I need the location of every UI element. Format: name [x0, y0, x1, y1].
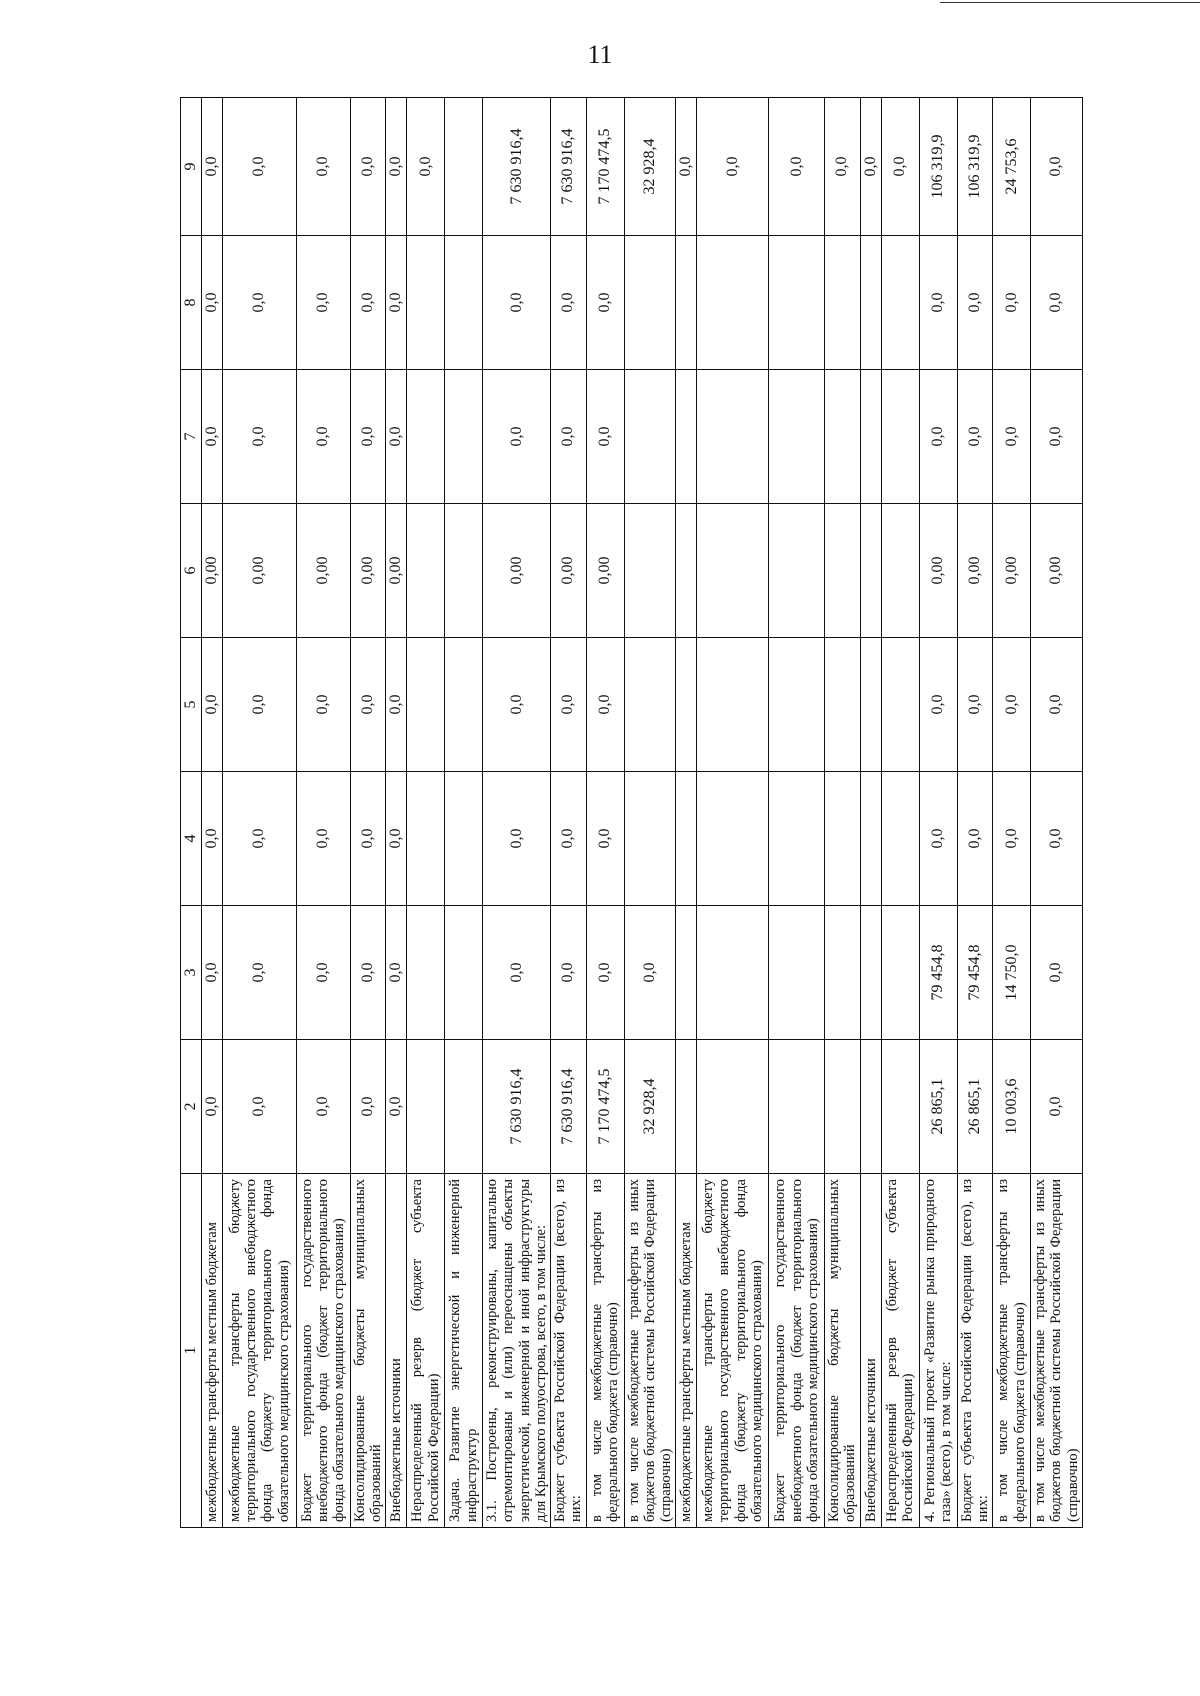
value-cell: 0,0 — [296, 1040, 350, 1174]
value-cell: 0,0 — [222, 370, 296, 504]
value-cell: 0,0 — [222, 1040, 296, 1174]
value-cell: 26 865,1 — [957, 1040, 992, 1174]
value-cell — [697, 906, 769, 1040]
value-cell — [676, 236, 697, 370]
value-cell: 0,0 — [222, 906, 296, 1040]
value-cell: 0,0 — [769, 98, 825, 236]
value-cell: 32 928,4 — [624, 98, 676, 236]
value-cell — [881, 772, 919, 906]
row-label: 4. Региональный проект «Развитие рынка природного газа» (всего), в том числе: — [919, 1174, 957, 1528]
value-cell: 0,0 — [386, 236, 407, 370]
value-cell — [825, 772, 860, 906]
value-cell: 0,0 — [1031, 370, 1083, 504]
value-cell — [881, 236, 919, 370]
value-cell — [676, 772, 697, 906]
value-cell — [445, 504, 483, 638]
value-cell — [445, 638, 483, 772]
value-cell — [860, 236, 881, 370]
value-cell: 0,0 — [350, 638, 385, 772]
value-cell: 0,0 — [1031, 98, 1083, 236]
value-cell: 0,0 — [201, 1040, 222, 1174]
value-cell — [769, 906, 825, 1040]
value-cell: 0,0 — [350, 906, 385, 1040]
value-cell: 0,0 — [201, 236, 222, 370]
value-cell: 0,0 — [350, 98, 385, 236]
value-cell: 7 630 916,4 — [483, 98, 551, 236]
value-cell: 0,0 — [201, 906, 222, 1040]
row-label: межбюджетные трансферты местным бюджетам — [676, 1174, 697, 1528]
value-cell: 32 928,4 — [624, 1040, 676, 1174]
value-cell — [860, 370, 881, 504]
value-cell: 14 750,0 — [993, 906, 1031, 1040]
value-cell: 106 319,9 — [919, 98, 957, 236]
value-cell: 7 170 474,5 — [586, 1040, 624, 1174]
value-cell: 0,00 — [1031, 504, 1083, 638]
value-cell: 0,0 — [222, 772, 296, 906]
value-cell: 0,0 — [825, 98, 860, 236]
value-cell: 0,0 — [697, 98, 769, 236]
value-cell — [881, 370, 919, 504]
value-cell: 0,0 — [586, 370, 624, 504]
value-cell — [676, 370, 697, 504]
header-row — [181, 98, 202, 1528]
value-cell: 10 003,6 — [993, 1040, 1031, 1174]
value-cell — [697, 772, 769, 906]
row-label: Нераспределенный резерв (бюджет субъекта Российской Федерации) — [407, 1174, 445, 1528]
value-cell: 106 319,9 — [957, 98, 992, 236]
column-header: 5 — [181, 638, 202, 772]
column-header: 2 — [181, 1040, 202, 1174]
value-cell: 0,0 — [483, 772, 551, 906]
value-cell: 7 630 916,4 — [551, 1040, 586, 1174]
value-cell — [407, 236, 445, 370]
table-row — [993, 98, 1031, 1528]
value-cell: 0,0 — [957, 772, 992, 906]
value-cell: 0,0 — [296, 906, 350, 1040]
table-row — [350, 98, 385, 1528]
value-cell: 0,0 — [676, 98, 697, 236]
value-cell: 0,00 — [919, 504, 957, 638]
value-cell: 0,0 — [957, 638, 992, 772]
row-label: Бюджет территориального государственного внебюджетного фонда (бюджет территориального фонда обязательного медицинского страхования) — [296, 1174, 350, 1528]
page-number: 11 — [587, 40, 613, 69]
row-label: межбюджетные трансферты бюджету территориального государственного внебюджетного фонда (бюджету территориального фонда обязательного медицинского страхования) — [222, 1174, 296, 1528]
value-cell: 0,0 — [1031, 638, 1083, 772]
value-cell: 0,0 — [1031, 772, 1083, 906]
table-row — [860, 98, 881, 1528]
value-cell: 0,00 — [483, 504, 551, 638]
value-cell: 0,0 — [624, 906, 676, 1040]
value-cell — [697, 236, 769, 370]
value-cell — [407, 1040, 445, 1174]
value-cell — [769, 638, 825, 772]
value-cell — [697, 1040, 769, 1174]
table-row — [769, 98, 825, 1528]
value-cell — [769, 1040, 825, 1174]
value-cell: 0,00 — [551, 504, 586, 638]
value-cell — [881, 638, 919, 772]
table-row — [881, 98, 919, 1528]
column-header: 6 — [181, 504, 202, 638]
value-cell — [676, 504, 697, 638]
value-cell — [445, 98, 483, 236]
value-cell: 0,0 — [350, 1040, 385, 1174]
top-rule — [940, 2, 1200, 3]
row-label: 3.1. Построены, реконструированы, капитально отремонтированы и (или) переоснащены объекты энергетической, инженерной и иной инфраструктуры для Крымского полуострова, всего, в том числе: — [483, 1174, 551, 1528]
value-cell: 0,00 — [957, 504, 992, 638]
value-cell: 7 630 916,4 — [551, 98, 586, 236]
column-header: 3 — [181, 906, 202, 1040]
row-label: Внебюджетные источники — [860, 1174, 881, 1528]
value-cell: 0,0 — [222, 98, 296, 236]
table-row — [407, 98, 445, 1528]
value-cell: 0,0 — [919, 370, 957, 504]
value-cell: 0,0 — [350, 370, 385, 504]
value-cell — [825, 236, 860, 370]
value-cell: 0,0 — [957, 236, 992, 370]
value-cell: 0,0 — [386, 1040, 407, 1174]
value-cell — [769, 504, 825, 638]
value-cell: 0,0 — [551, 638, 586, 772]
value-cell — [407, 504, 445, 638]
value-cell: 0,0 — [201, 370, 222, 504]
column-header: 4 — [181, 772, 202, 906]
table-row — [624, 98, 676, 1528]
table-row — [1031, 98, 1083, 1528]
table-row — [222, 98, 296, 1528]
value-cell — [676, 906, 697, 1040]
row-label: Нераспределенный резерв (бюджет субъекта Российской Федерации) — [881, 1174, 919, 1528]
value-cell — [624, 638, 676, 772]
value-cell: 0,0 — [586, 772, 624, 906]
value-cell: 0,0 — [222, 638, 296, 772]
value-cell — [825, 906, 860, 1040]
value-cell: 0,0 — [386, 370, 407, 504]
value-cell — [881, 906, 919, 1040]
value-cell: 0,0 — [222, 236, 296, 370]
value-cell: 0,0 — [1031, 1040, 1083, 1174]
value-cell: 0,0 — [551, 772, 586, 906]
value-cell — [697, 638, 769, 772]
table-row — [551, 98, 586, 1528]
row-label: Бюджет субъекта Российской Федерации (всего), из них: — [551, 1174, 586, 1528]
table-row — [825, 98, 860, 1528]
value-cell: 0,0 — [296, 236, 350, 370]
value-cell — [769, 236, 825, 370]
row-label: Бюджет субъекта Российской Федерации (всего), из них: — [957, 1174, 992, 1528]
value-cell: 0,0 — [483, 638, 551, 772]
value-cell: 0,0 — [919, 772, 957, 906]
value-cell: 0,0 — [1031, 906, 1083, 1040]
value-cell — [407, 370, 445, 504]
value-cell: 0,00 — [386, 504, 407, 638]
value-cell: 0,0 — [296, 370, 350, 504]
value-cell: 0,0 — [1031, 236, 1083, 370]
row-label: Задача. Развитие энергетической и инженерной инфраструктур — [445, 1174, 483, 1528]
value-cell: 0,0 — [483, 906, 551, 1040]
value-cell: 0,0 — [350, 772, 385, 906]
value-cell: 0,00 — [222, 504, 296, 638]
value-cell — [445, 370, 483, 504]
value-cell: 0,0 — [483, 370, 551, 504]
column-header: 8 — [181, 236, 202, 370]
value-cell — [881, 1040, 919, 1174]
value-cell: 0,0 — [483, 236, 551, 370]
value-cell: 0,0 — [993, 370, 1031, 504]
table-row — [697, 98, 769, 1528]
value-cell: 24 753,6 — [993, 98, 1031, 236]
row-label: в том числе межбюджетные трансферты из иных бюджетов бюджетной системы Российской Федерации (справочно) — [1031, 1174, 1083, 1528]
value-cell — [860, 906, 881, 1040]
table-row — [386, 98, 407, 1528]
row-label: Внебюджетные источники — [386, 1174, 407, 1528]
value-cell: 0,0 — [201, 772, 222, 906]
value-cell: 0,0 — [296, 772, 350, 906]
value-cell: 26 865,1 — [919, 1040, 957, 1174]
value-cell — [624, 772, 676, 906]
value-cell — [697, 504, 769, 638]
table-row — [483, 98, 551, 1528]
row-label: Консолидированные бюджеты муниципальных образований — [350, 1174, 385, 1528]
value-cell: 0,0 — [296, 638, 350, 772]
value-cell: 0,00 — [993, 504, 1031, 638]
value-cell: 0,0 — [551, 370, 586, 504]
value-cell — [624, 236, 676, 370]
column-header: 7 — [181, 370, 202, 504]
value-cell — [825, 1040, 860, 1174]
value-cell: 0,0 — [201, 98, 222, 236]
value-cell — [445, 236, 483, 370]
value-cell: 0,0 — [993, 638, 1031, 772]
value-cell: 0,0 — [386, 638, 407, 772]
row-label: в том числе межбюджетные трансферты из федерального бюджета (справочно) — [993, 1174, 1031, 1528]
value-cell: 0,0 — [386, 906, 407, 1040]
value-cell — [676, 638, 697, 772]
value-cell: 0,0 — [957, 370, 992, 504]
row-label: в том числе межбюджетные трансферты из иных бюджетов бюджетной системы Российской Федерации (справочно) — [624, 1174, 676, 1528]
value-cell — [860, 1040, 881, 1174]
column-header: 9 — [181, 98, 202, 236]
value-cell — [881, 504, 919, 638]
value-cell — [676, 1040, 697, 1174]
rotated-table-container — [180, 98, 1080, 1528]
value-cell: 0,00 — [201, 504, 222, 638]
value-cell: 0,0 — [386, 772, 407, 906]
table-row — [676, 98, 697, 1528]
value-cell — [825, 504, 860, 638]
value-cell: 0,0 — [993, 236, 1031, 370]
value-cell — [624, 504, 676, 638]
value-cell: 0,0 — [993, 772, 1031, 906]
value-cell: 0,0 — [586, 236, 624, 370]
row-label: межбюджетные трансферты бюджету территориального государственного внебюджетного фонда (бюджету территориального фонда обязательного медицинского страхования) — [697, 1174, 769, 1528]
row-label: Консолидированные бюджеты муниципальных образований — [825, 1174, 860, 1528]
table-row — [296, 98, 350, 1528]
budget-table — [180, 97, 1083, 1528]
value-cell: 0,0 — [586, 638, 624, 772]
value-cell: 7 630 916,4 — [483, 1040, 551, 1174]
value-cell: 0,0 — [551, 236, 586, 370]
row-label: в том числе межбюджетные трансферты из федерального бюджета (справочно) — [586, 1174, 624, 1528]
value-cell — [769, 370, 825, 504]
value-cell — [407, 638, 445, 772]
value-cell — [445, 906, 483, 1040]
value-cell — [445, 1040, 483, 1174]
value-cell: 0,0 — [551, 906, 586, 1040]
value-cell: 79 454,8 — [919, 906, 957, 1040]
value-cell — [445, 772, 483, 906]
value-cell: 0,00 — [586, 504, 624, 638]
value-cell — [407, 772, 445, 906]
value-cell: 0,0 — [296, 98, 350, 236]
table-row — [586, 98, 624, 1528]
value-cell: 0,0 — [386, 98, 407, 236]
value-cell — [697, 370, 769, 504]
value-cell: 0,0 — [919, 638, 957, 772]
table-row — [919, 98, 957, 1528]
value-cell: 0,00 — [296, 504, 350, 638]
value-cell: 0,0 — [201, 638, 222, 772]
value-cell: 0,0 — [919, 236, 957, 370]
value-cell: 0,0 — [407, 98, 445, 236]
value-cell — [860, 638, 881, 772]
value-cell: 0,00 — [350, 504, 385, 638]
value-cell: 0,0 — [881, 98, 919, 236]
value-cell — [825, 370, 860, 504]
value-cell — [624, 370, 676, 504]
column-header: 1 — [181, 1174, 202, 1528]
value-cell: 79 454,8 — [957, 906, 992, 1040]
table-row — [957, 98, 992, 1528]
value-cell — [860, 504, 881, 638]
table-row — [445, 98, 483, 1528]
row-label: Бюджет территориального государственного внебюджетного фонда (бюджет территориального фонда обязательного медицинского страхования) — [769, 1174, 825, 1528]
row-label: межбюджетные трансферты местным бюджетам — [201, 1174, 222, 1528]
value-cell — [860, 772, 881, 906]
value-cell: 0,0 — [586, 906, 624, 1040]
value-cell: 0,0 — [860, 98, 881, 236]
table-row — [201, 98, 222, 1528]
value-cell: 0,0 — [350, 236, 385, 370]
value-cell — [769, 772, 825, 906]
value-cell: 7 170 474,5 — [586, 98, 624, 236]
value-cell — [825, 638, 860, 772]
value-cell — [407, 906, 445, 1040]
